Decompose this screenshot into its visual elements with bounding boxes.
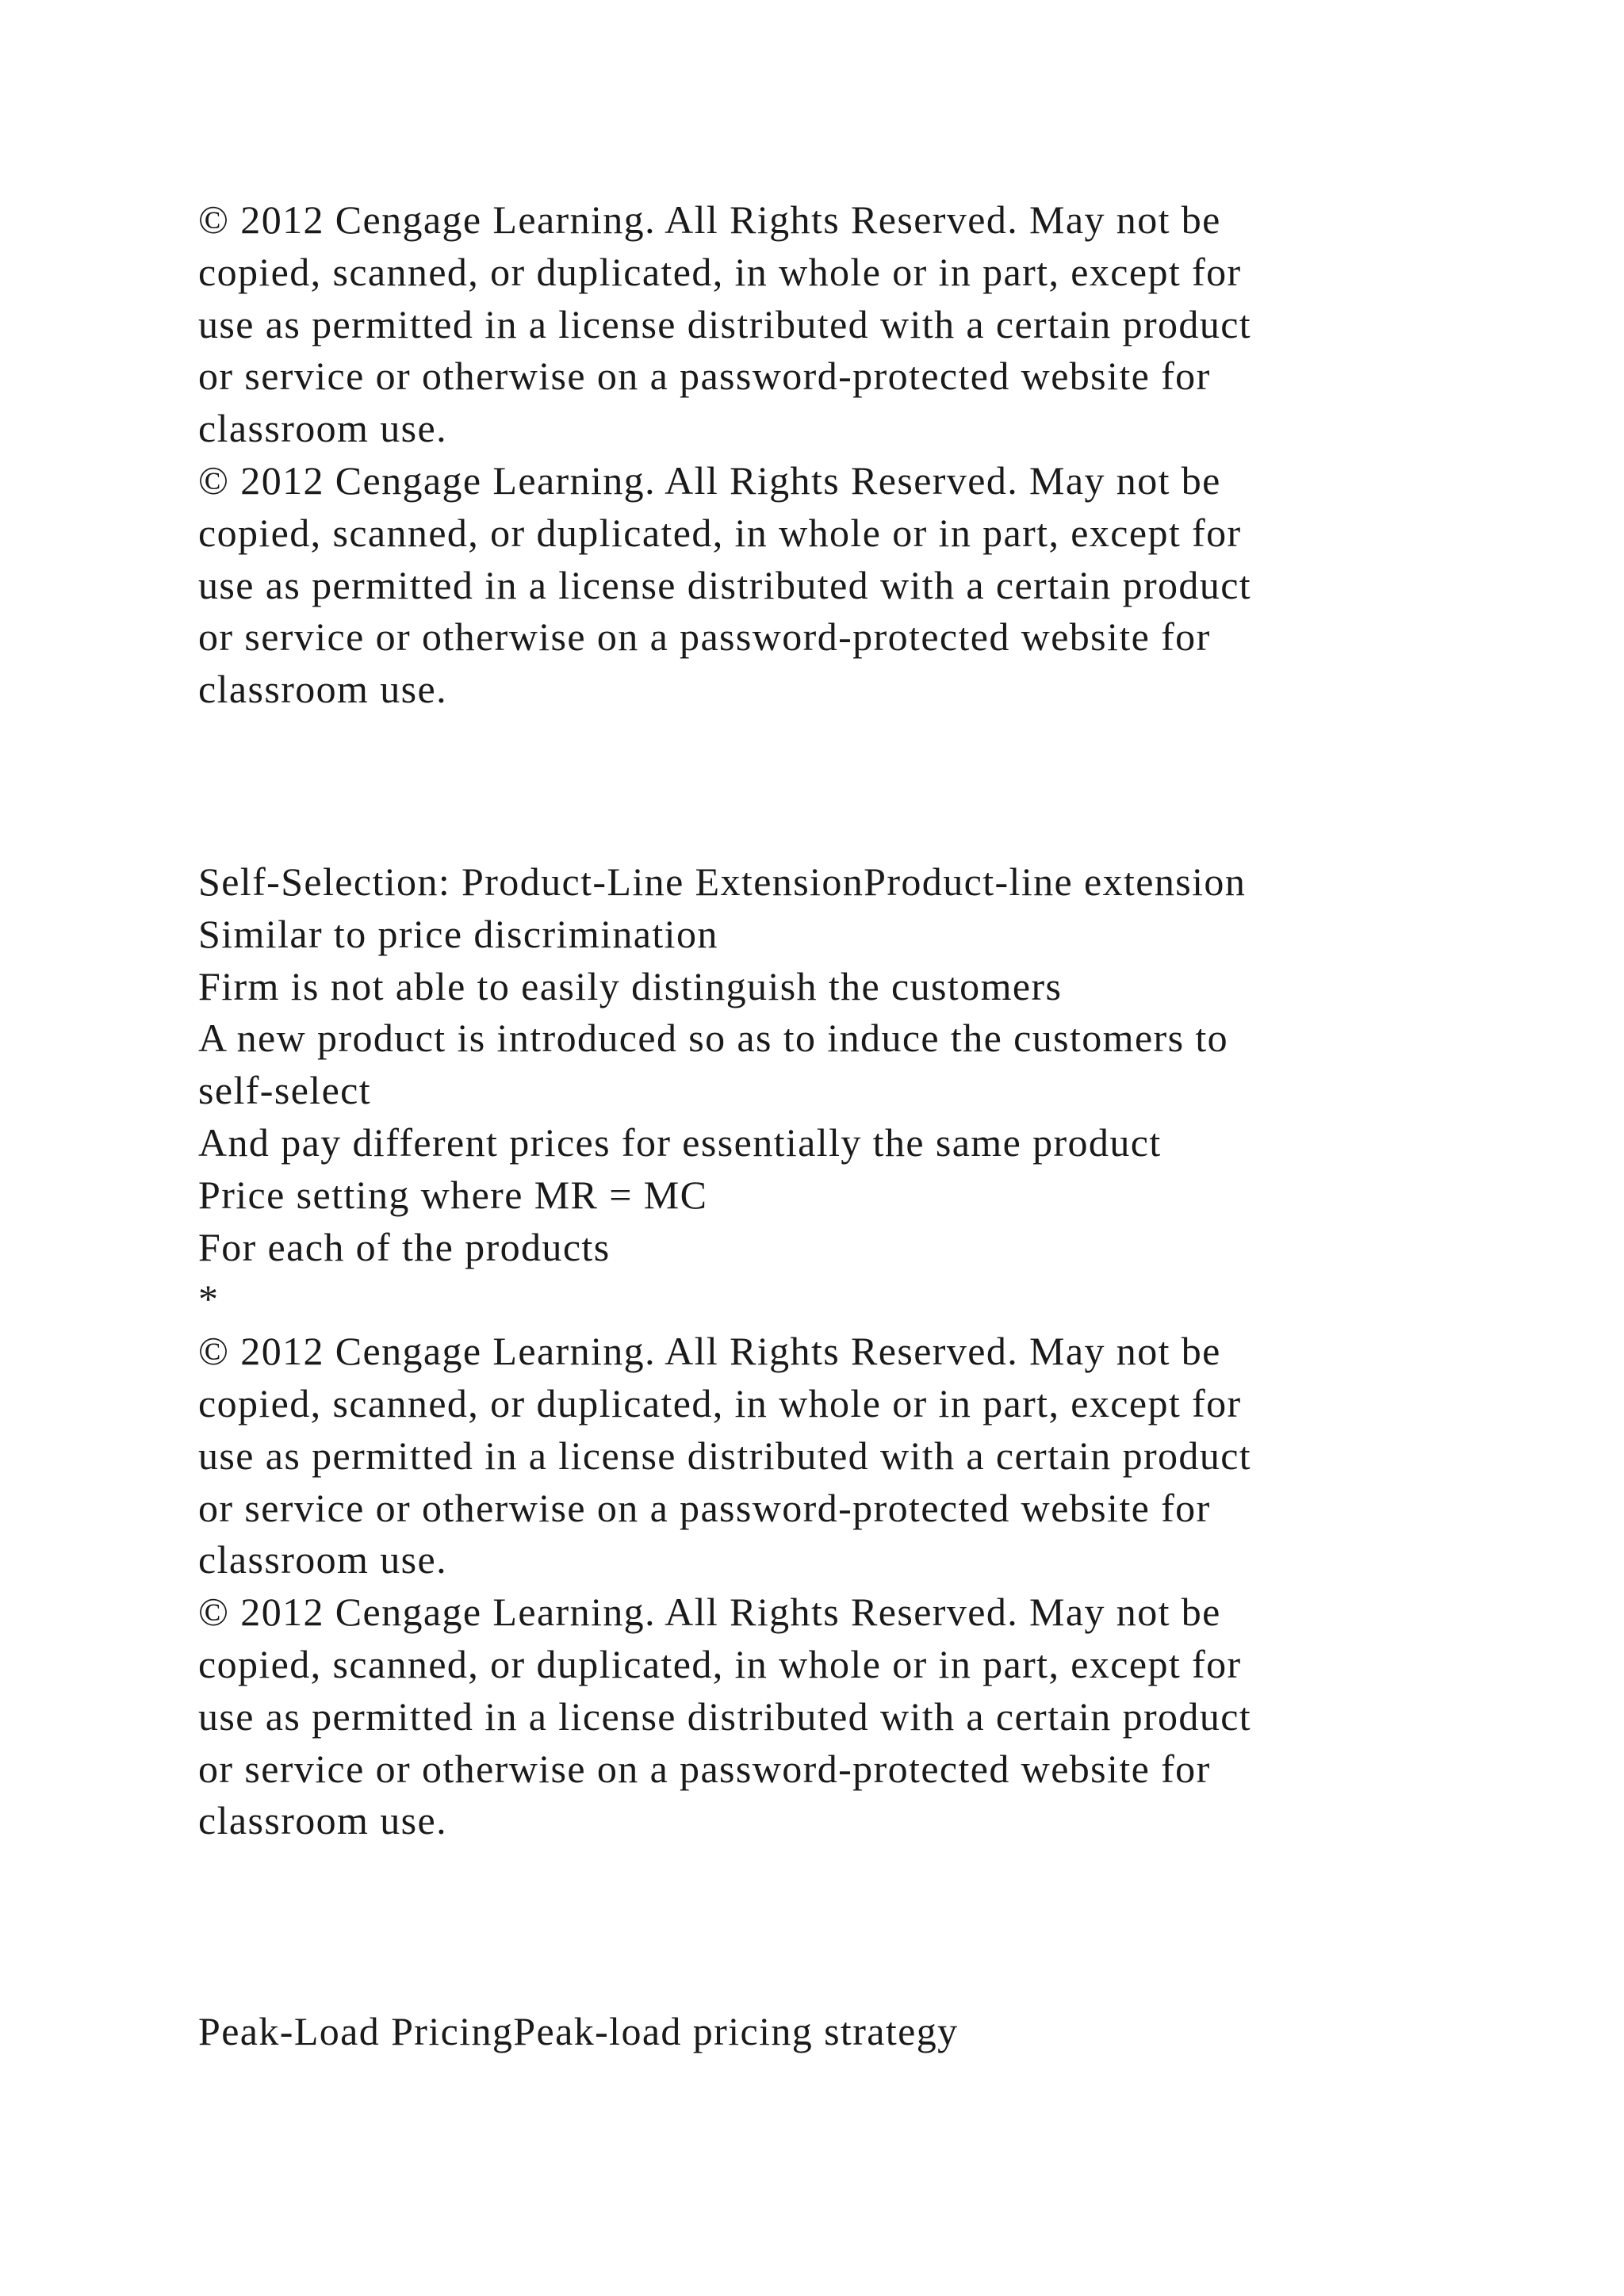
text-line: © 2012 Cengage Learning. All Rights Reserved. May not be [198, 1329, 1221, 1374]
text-line: use as permitted in a license distributed with a certain product [198, 301, 1252, 346]
text-line: or service or otherwise on a password-protected website for [198, 1485, 1211, 1530]
text-line: self-select [198, 1068, 372, 1113]
text-line: copied, scanned, or duplicated, in whole or in part, except for [198, 1380, 1242, 1425]
text-line: use as permitted in a license distributed with a certain product [198, 562, 1252, 607]
text-line: copied, scanned, or duplicated, in whole or in part, except for [198, 1641, 1242, 1686]
text-line: or service or otherwise on a password-protected website for [198, 1746, 1211, 1791]
text-line: classroom use. [198, 406, 447, 451]
text-line: © 2012 Cengage Learning. All Rights Reserved. May not be [198, 197, 1221, 242]
text-line: © 2012 Cengage Learning. All Rights Reserved. May not be [198, 457, 1221, 503]
text-line: And pay different prices for essentially the same product [198, 1119, 1162, 1165]
slide-title-line: Self-Selection: Product-Line ExtensionProduct-line extension [198, 859, 1247, 904]
text-line: or service or otherwise on a password-protected website for [198, 354, 1211, 399]
text-line: use as permitted in a license distributed with a certain product [198, 1433, 1252, 1478]
copyright-notice-block [198, 194, 1546, 716]
asterisk-line: * [198, 1276, 220, 1322]
text-line: classroom use. [198, 1537, 447, 1582]
peak-load-slide-block [198, 2006, 1546, 2058]
text-line: use as permitted in a license distributed with a certain product [198, 1693, 1252, 1739]
text-line: copied, scanned, or duplicated, in whole or in part, except for [198, 510, 1242, 555]
text-line: classroom use. [198, 1798, 447, 1843]
text-line: Similar to price discrimination [198, 911, 718, 956]
self-selection-slide-block [198, 856, 1546, 1847]
text-line: copied, scanned, or duplicated, in whole or in part, except for [198, 249, 1242, 294]
text-line: or service or otherwise on a password-protected website for [198, 614, 1211, 660]
text-line: Price setting where MR = MC [198, 1172, 708, 1217]
text-line: Firm is not able to easily distinguish the customers [198, 963, 1063, 1008]
text-line: classroom use. [198, 667, 447, 712]
text-line: A new product is introduced so as to induce the customers to [198, 1016, 1229, 1061]
text-line: © 2012 Cengage Learning. All Rights Reserved. May not be [198, 1590, 1221, 1635]
slide-title-line: Peak-Load PricingPeak-load pricing strategy [198, 2009, 959, 2053]
text-line: For each of the products [198, 1224, 611, 1269]
